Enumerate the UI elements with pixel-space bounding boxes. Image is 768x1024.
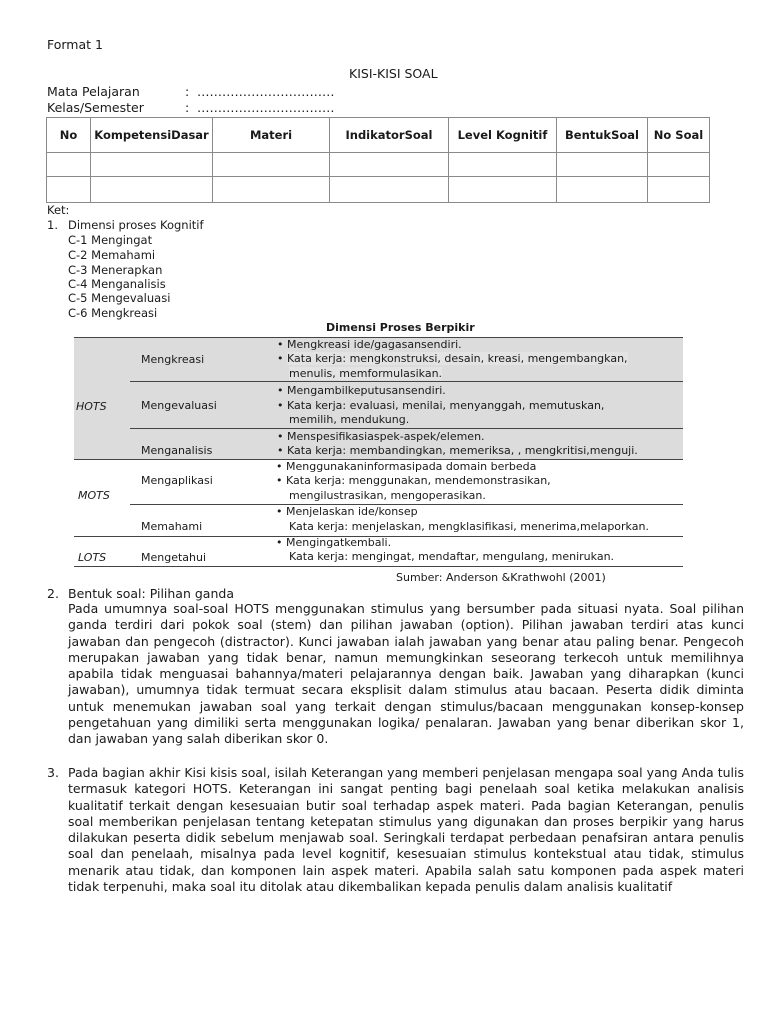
cognitive-level-c4: C-4 Menganalisis [68, 277, 166, 291]
rule-1 [130, 381, 683, 382]
dimensi-line: • Kata kerja: mengkonstruksi, desain, kreasi, mengembangkan, [277, 352, 628, 365]
format-label: Format 1 [47, 37, 103, 52]
kelas-colon: : [185, 100, 190, 115]
cognitive-level-c3: C-3 Menerapkan [68, 263, 163, 277]
table-row [47, 153, 710, 177]
cognitive-level-c5: C-5 Mengevaluasi [68, 291, 171, 305]
mata-pelajaran-value: …………………………… [197, 84, 335, 99]
item3-number: 3. [47, 765, 59, 780]
dimensi-name-mengaplikasi: Mengaplikasi [141, 474, 213, 487]
table-cell [330, 153, 449, 177]
dimensi-line: memilih, mendukung. [289, 413, 410, 426]
ket-item-number: 1. [47, 218, 58, 232]
dimensi-name-mengkreasi: Mengkreasi [141, 353, 205, 366]
dimensi-line: • Menspesifikasiaspek-aspek/elemen. [277, 430, 485, 443]
table-row [47, 177, 710, 203]
table-header-row [47, 118, 710, 153]
rule-bottom [74, 566, 683, 567]
item2-body: Pada umumnya soal-soal HOTS menggunakan stimulus yang bersumber pada situasi nyata. Soal pilihan ganda terdiri dari pokok soal (stem) dan pilihan jawaban (option). Pilihan jawaban terdiri atas kunci jawaban dan pengecoh (distractor). Kunci jawaban ialah jawaban yang benar atau paling benar. Pengecoh merupakan jawaban yang tidak benar, namun memungkinkan seseorang terkecoh untuk memilihnya apabila tidak menguasai bahannya/materi pelajarannya dengan baik. Jawaban yang diharapkan (kunci jawaban), umumnya tidak termuat secara eksplisit dalam stimulus atau bacaan. Peserta didik diminta untuk menemukan jawaban soal yang terkait dengan stimulus/bacaan menggunakan konsep-konsep pengetahuan yang dimiliki serta menggunakan logika/ penalaran. Jawaban yang benar diberikan skor 1, dan jawaban yang salah diberikan skor 0. [68, 601, 744, 747]
kelas-label: Kelas/Semester [47, 100, 144, 115]
table-cell [213, 153, 330, 177]
ket-item-title: Dimensi proses Kognitif [68, 218, 204, 232]
col-header-materi: Materi [213, 118, 330, 153]
dimensi-line: menulis, memformulasikan. [289, 367, 443, 380]
group-lots: LOTS [78, 551, 107, 564]
table-cell [557, 153, 648, 177]
table-cell [91, 177, 213, 203]
ket-label: Ket: [47, 203, 70, 217]
item3-body: Pada bagian akhir Kisi kisis soal, isilah Keterangan yang memberi penjelasan mengapa soal yang Anda tulis termasuk kategori HOTS. Keterangan ini sangat penting bagi penelaah soal ketika melakukan analisis kualitatif terkait dengan kesesuaian butir soal terhadap aspek materi. Pada bagian Keterangan, penulis soal memberikan penjelasan tentang ketepatan stimulus yang digunakan dan proses berpikir yang harus dilakukan peserta didik sebelum menjawab soal. Seringkali terdapat perbedaan penafsiran antara penulis soal dan penelaah, misalnya pada level kognitif, kesesuaian stimulus kontekstual atau tidak, stimulus menarik atau tidak, dan komponen lain aspek materi. Apabila salah satu komponen pada aspek materi tidak terpenuhi, maka soal itu ditolak atau dikembalikan kepada penulis dalam analisis kualitatif [68, 765, 744, 895]
cognitive-level-c2: C-2 Memahami [68, 248, 156, 262]
dimensi-line: • Kata kerja: evaluasi, menilai, menyanggah, memutuskan, [277, 399, 605, 412]
dimensi-line: • Kata kerja: membandingkan, memeriksa, , mengkritisi,menguji. [277, 444, 638, 457]
page-title: KISI-KISI SOAL [349, 66, 438, 81]
col-header-kompetensi: KompetensiDasar [91, 118, 213, 153]
dimensi-line: • Menggunakaninformasipada domain berbeda [276, 460, 537, 473]
col-header-indikator: IndikatorSoal [330, 118, 449, 153]
dimensi-line: • Mengambilkeputusansendiri. [277, 384, 446, 397]
cognitive-level-c1: C-1 Mengingat [68, 233, 153, 247]
dimensi-name-menganalisis: Menganalisis [141, 444, 213, 457]
col-header-level: Level Kognitif [449, 118, 557, 153]
dimensi-line: Kata kerja: menjelaskan, mengklasifikasi, menerima,melaporkan. [289, 520, 649, 533]
table-cell [648, 153, 710, 177]
table-cell [648, 177, 710, 203]
col-header-bentuk: BentukSoal [557, 118, 648, 153]
rule-2 [130, 428, 683, 429]
table-cell [330, 177, 449, 203]
item2-title: Bentuk soal: Pilihan ganda [68, 586, 234, 601]
dimensi-title: Dimensi Proses Berpikir [326, 321, 475, 334]
dimensi-line: • Mengkreasi ide/gagasansendiri. [277, 338, 462, 351]
table-cell [47, 177, 91, 203]
dimensi-name-mengetahui: Mengetahui [141, 551, 207, 564]
dimensi-line: Kata kerja: mengingat, mendaftar, mengulang, menirukan. [289, 550, 615, 563]
mata-pelajaran-label: Mata Pelajaran [47, 84, 140, 99]
item2-number: 2. [47, 586, 59, 601]
dimensi-line: • Menjelaskan ide/konsep [276, 505, 418, 518]
dimensi-name-mengevaluasi: Mengevaluasi [141, 399, 217, 412]
group-hots: HOTS [76, 400, 107, 413]
dimensi-line: • Mengingatkembali. [276, 536, 392, 549]
kelas-value: …………………………… [197, 100, 335, 115]
table-cell [91, 153, 213, 177]
table-cell [47, 153, 91, 177]
dimensi-line: • Kata kerja: menggunakan, mendemonstrasikan, [276, 474, 551, 487]
kisi-kisi-table [46, 117, 710, 203]
table-cell [449, 153, 557, 177]
table-cell [557, 177, 648, 203]
dimensi-line: mengilustrasikan, mengoperasikan. [289, 489, 486, 502]
table-cell [449, 177, 557, 203]
cognitive-level-c6: C-6 Mengkreasi [68, 306, 158, 320]
table-cell [213, 177, 330, 203]
mata-pelajaran-colon: : [185, 84, 190, 99]
dimensi-source: Sumber: Anderson &Krathwohl (2001) [396, 571, 606, 584]
dimensi-name-memahami: Memahami [141, 520, 203, 533]
col-header-no: No [47, 118, 91, 153]
group-mots: MOTS [78, 489, 110, 502]
col-header-nosoal: No Soal [648, 118, 710, 153]
